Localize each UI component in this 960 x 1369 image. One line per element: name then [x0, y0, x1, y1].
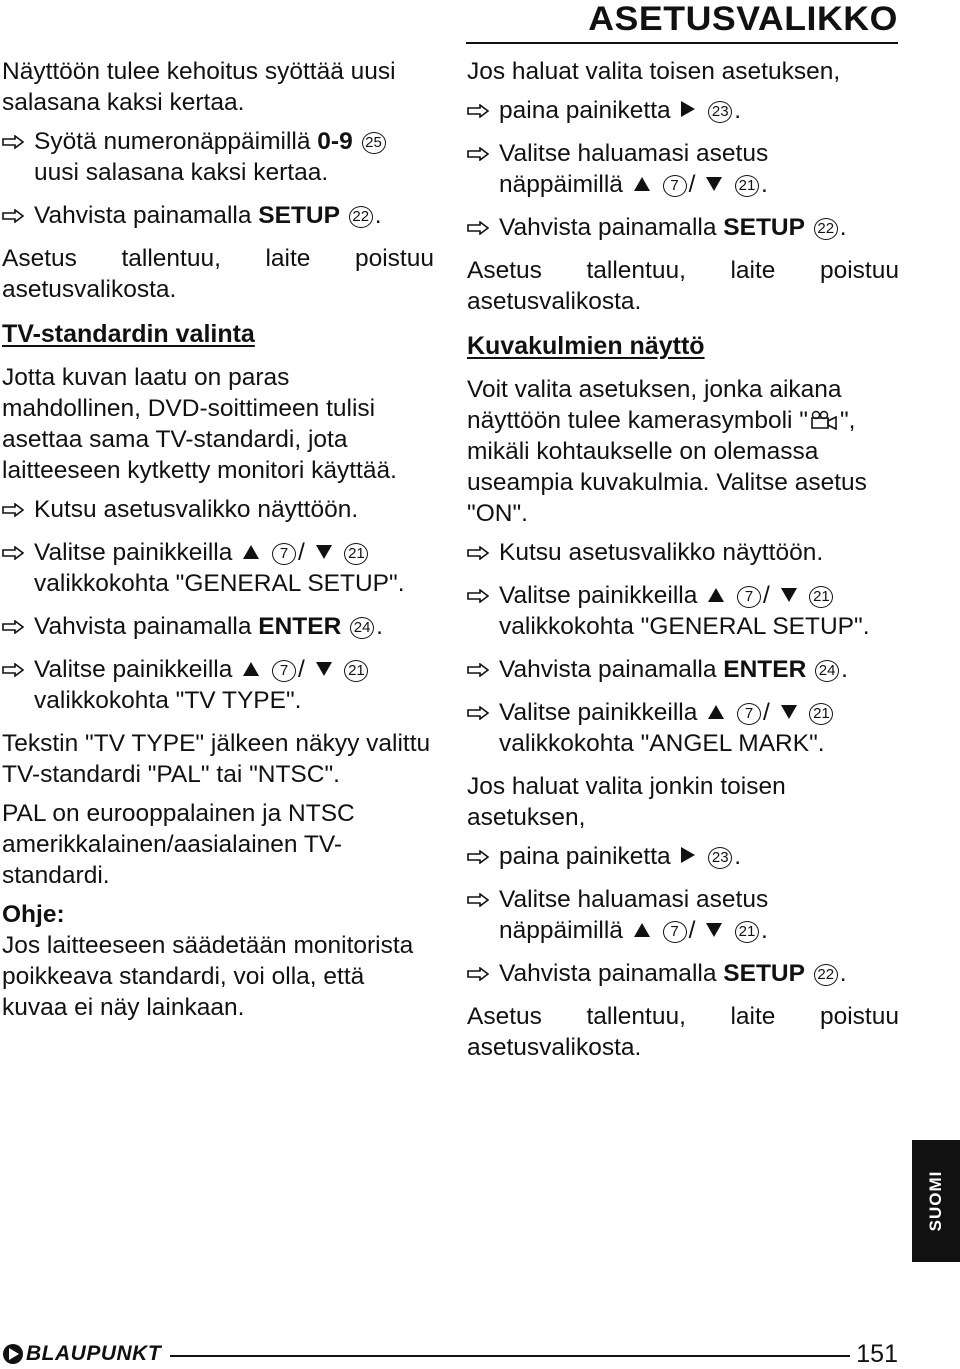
triangle-up-icon: [707, 587, 725, 603]
separator: /: [688, 917, 696, 944]
key-label: ENTER: [723, 656, 807, 683]
step-press-button: [467, 95, 899, 126]
step-text: Kutsu asetusvalikko näyttöön.: [499, 539, 824, 566]
key-label: ENTER: [258, 613, 342, 640]
triangle-down-icon: [315, 544, 333, 560]
reference-number: 22: [814, 964, 838, 986]
key-label: SETUP: [723, 960, 805, 987]
punctuation: .: [761, 917, 768, 944]
brand-logo: [2, 1342, 161, 1366]
intro-text: Jos haluat valita toisen asetuksen,: [467, 58, 841, 85]
saved-text: Asetus tallentuu, laite poistuu asetusvalikosta.: [467, 257, 899, 315]
reference-number: 23: [708, 847, 732, 869]
punctuation: .: [374, 202, 382, 229]
punctuation: .: [839, 214, 847, 241]
triangle-up-icon: [242, 544, 260, 560]
step-select-setting: [467, 884, 899, 946]
language-tab: [912, 1140, 960, 1262]
right-column: [467, 56, 899, 1071]
step-text: Vahvista painamalla: [34, 613, 259, 640]
reference-number: 21: [809, 586, 833, 608]
punctuation: .: [839, 960, 847, 987]
arrow-right-icon: [467, 663, 489, 677]
step-text-line2: uusi salasana kaksi kertaa.: [34, 159, 329, 186]
step-confirm-enter: [467, 654, 899, 685]
reference-number: 21: [344, 660, 368, 682]
triangle-down-icon: [780, 704, 798, 720]
step-select-general-setup: [467, 580, 899, 642]
arrow-right-icon: [467, 546, 489, 560]
reference-number: 7: [737, 703, 761, 725]
step-select-tv-type: [2, 654, 434, 716]
arrow-right-icon: [467, 589, 489, 603]
note-text: Jos laitteeseen säädetään monitorista poikkeava standardi, voi olla, että kuvaa ei näy lainkaan.: [2, 932, 414, 1021]
arrow-right-icon: [467, 706, 489, 720]
reference-number: 23: [708, 101, 732, 123]
step-select-general-setup: [2, 537, 434, 599]
step-open-menu: [2, 494, 434, 525]
step-text: Valitse haluamasi asetus: [499, 140, 769, 167]
saved-text: Asetus tallentuu, laite poistuu asetusvalikosta.: [467, 1003, 899, 1061]
arrow-right-icon: [467, 850, 489, 864]
paragraph: PAL on eurooppalainen ja NTSC amerikkalainen/aasialainen TV-standardi.: [2, 800, 355, 889]
step-confirm-enter: [2, 611, 434, 642]
brand-mark-icon: [2, 1343, 24, 1365]
step-text: paina painiketta: [499, 97, 671, 124]
punctuation: .: [376, 613, 383, 640]
reference-number: 21: [735, 921, 759, 943]
separator: /: [688, 171, 696, 198]
step-text-line2: valikkokohta "GENERAL SETUP".: [34, 570, 405, 597]
step-text: Vahvista painamalla: [34, 202, 259, 229]
reference-number: 25: [362, 132, 386, 154]
triangle-up-icon: [707, 704, 725, 720]
paragraph-part: ", mikäli kohtaukselle on olemassa useampia kuvakulmia. Valitse asetus "ON".: [467, 407, 867, 527]
section-heading-tv-standard: TV-standardin valinta: [2, 320, 255, 348]
arrow-right-icon: [467, 221, 489, 235]
arrow-right-icon: [2, 503, 24, 517]
left-column: [2, 56, 434, 1031]
triangle-up-icon: [633, 922, 651, 938]
separator: /: [763, 699, 770, 726]
step-text-line2: valikkokohta "TV TYPE".: [34, 687, 302, 714]
reference-number: 21: [809, 703, 833, 725]
language-tab-label: SUOMI: [926, 1170, 945, 1232]
step-text-line2: valikkokohta "ANGEL MARK".: [499, 730, 825, 757]
step-text: paina painiketta: [499, 843, 671, 870]
footer-rule: [170, 1355, 850, 1357]
section-heading-angle-display: Kuvakulmien näyttö: [467, 332, 705, 360]
triangle-right-icon: [680, 100, 696, 118]
step-text: Valitse painikkeilla: [499, 699, 698, 726]
step-text: Vahvista painamalla: [499, 656, 724, 683]
header-rule: [466, 42, 898, 44]
arrow-right-icon: [467, 967, 489, 981]
reference-number: 7: [272, 543, 296, 565]
reference-number: 24: [350, 617, 374, 639]
step-confirm-setup: [467, 212, 899, 243]
key-label: SETUP: [258, 202, 340, 229]
step-text: Valitse painikkeilla: [34, 656, 233, 683]
punctuation: .: [761, 171, 768, 198]
step-confirm-setup: [467, 958, 899, 989]
triangle-down-icon: [780, 587, 798, 603]
reference-number: 22: [814, 218, 838, 240]
page-title: ASETUSVALIKKO: [588, 0, 898, 38]
triangle-down-icon: [315, 661, 333, 677]
punctuation: .: [734, 843, 742, 870]
punctuation: .: [734, 97, 742, 124]
step-select-angel-mark: [467, 697, 899, 759]
reference-number: 21: [735, 175, 759, 197]
arrow-right-icon: [2, 620, 24, 634]
paragraph: [467, 374, 899, 529]
reference-number: 22: [349, 206, 373, 228]
key-label: 0-9: [317, 128, 353, 155]
punctuation: .: [841, 656, 848, 683]
step-confirm-setup: [2, 200, 434, 231]
reference-number: 7: [272, 660, 296, 682]
arrow-right-icon: [467, 147, 489, 161]
reference-number: 21: [344, 543, 368, 565]
intro-text: Näyttöön tulee kehoitus syöttää uusi salasana kaksi kertaa.: [2, 58, 396, 116]
step-open-menu: [467, 537, 899, 568]
step-text-line2: näppäimillä: [499, 917, 623, 944]
step-text: Valitse painikkeilla: [499, 582, 698, 609]
key-label: SETUP: [723, 214, 805, 241]
step-text: Vahvista painamalla: [499, 960, 724, 987]
triangle-up-icon: [633, 176, 651, 192]
saved-text: Asetus tallentuu, laite poistuu asetusvalikosta.: [2, 245, 434, 303]
triangle-down-icon: [705, 922, 723, 938]
arrow-right-icon: [2, 546, 24, 560]
separator: /: [763, 582, 770, 609]
arrow-right-icon: [2, 209, 24, 223]
step-enter-password: [2, 126, 434, 188]
arrow-right-icon: [467, 104, 489, 118]
step-text: Valitse haluamasi asetus: [499, 886, 769, 913]
reference-number: 7: [663, 921, 687, 943]
arrow-right-icon: [467, 893, 489, 907]
camera-icon: [808, 410, 840, 430]
step-text: Vahvista painamalla: [499, 214, 724, 241]
step-text: Kutsu asetusvalikko näyttöön.: [34, 496, 359, 523]
arrow-right-icon: [2, 135, 24, 149]
step-press-button: [467, 841, 899, 872]
step-text: Syötä numeronäppäimillä: [34, 128, 318, 155]
paragraph: Jotta kuvan laatu on paras mahdollinen, DVD-soittimeen tulisi asettaa sama TV-standardi, jota laitteeseen kytketty monitori käyttää.: [2, 364, 397, 484]
step-select-setting: [467, 138, 899, 200]
paragraph: Tekstin "TV TYPE" jälkeen näkyy valittu TV-standardi "PAL" tai "NTSC".: [2, 730, 431, 788]
arrow-right-icon: [2, 663, 24, 677]
step-text: Valitse painikkeilla: [34, 539, 233, 566]
step-text-line2: näppäimillä: [499, 171, 623, 198]
separator: /: [298, 539, 305, 566]
step-text-line2: valikkokohta "GENERAL SETUP".: [499, 613, 870, 640]
note-label: Ohje:: [2, 901, 65, 928]
triangle-down-icon: [705, 176, 723, 192]
paragraph-part: Voit valita asetuksen, jonka aikana näyttöön tulee kamerasymboli ": [467, 376, 842, 434]
brand-name: BLAUPUNKT: [26, 1342, 162, 1365]
reference-number: 7: [663, 175, 687, 197]
triangle-up-icon: [242, 661, 260, 677]
separator: /: [298, 656, 305, 683]
reference-number: 7: [737, 586, 761, 608]
intro-text: Jos haluat valita jonkin toisen asetuksen,: [467, 773, 786, 831]
reference-number: 24: [815, 660, 839, 682]
triangle-right-icon: [680, 846, 696, 864]
page-number: 151: [856, 1340, 898, 1368]
